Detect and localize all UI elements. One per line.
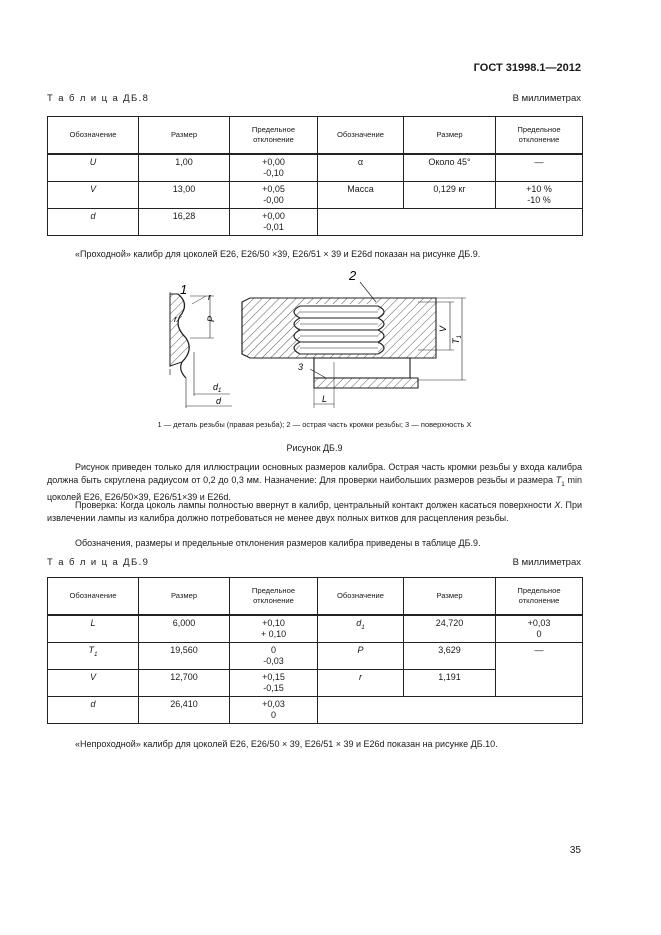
col-header: Обозначение <box>318 578 404 616</box>
cell-size: Около 45° <box>404 154 496 182</box>
table-header-row <box>48 578 583 616</box>
cell-size: 19,560 <box>139 643 230 670</box>
cell-tolerance: +0,10 + 0,10 <box>230 615 318 643</box>
cell-tolerance: +0,00 -0,01 <box>230 209 318 236</box>
label-d1: $d_1$ <box>213 382 222 394</box>
cell-tolerance: — <box>496 643 583 697</box>
cell-designation: $T_1$ <box>48 643 139 670</box>
gauge-section <box>242 298 436 388</box>
col-header: Обозначение <box>318 117 404 155</box>
label-1: 1 <box>180 282 188 297</box>
col-header: Обозначение <box>48 117 139 155</box>
cell-empty <box>318 697 583 724</box>
cell-size: 0,129 кг <box>404 182 496 209</box>
col-header: Размер <box>139 117 230 155</box>
cell-designation: V <box>48 182 139 209</box>
table-unit: В миллиметрах <box>512 93 581 104</box>
col-header: Размер <box>139 578 230 616</box>
table-row <box>48 643 583 670</box>
label-d: d <box>216 396 222 406</box>
cell-size: 1,191 <box>404 670 496 697</box>
cell-tolerance: +0,00 -0,10 <box>230 154 318 182</box>
cell-tolerance: — <box>496 154 583 182</box>
col-header: Предельное отклонение <box>230 117 318 155</box>
cell-designation: d <box>48 697 139 724</box>
page-number: 35 <box>569 845 581 856</box>
figure-db9 <box>150 266 480 412</box>
table-header-row <box>48 117 583 155</box>
table-row <box>48 615 583 643</box>
col-header: Предельное отклонение <box>496 578 583 616</box>
label-r: r <box>174 314 177 324</box>
paragraph: Обозначения, размеры и предельные отклонения размеров калибра приведены в таблице ДБ.9. <box>75 538 481 548</box>
cell-designation: U <box>48 154 139 182</box>
col-header: Размер <box>404 578 496 616</box>
figure-legend: 1 — деталь резьбы (правая резьба); 2 — острая часть кромки резьбы; 3 — поверхность X <box>157 420 472 429</box>
paragraph: Проверка: Когда цоколь лампы полностью ввернут в калибр, центральный контакт должен касаться поверхности X. При извлечении лампы из калибра должно потребоваться не менее двух полных витков для расцепления резьбы. <box>47 500 582 523</box>
cell-size: 13,00 <box>139 182 230 209</box>
cell-designation: L <box>48 615 139 643</box>
intro-paragraph: «Непроходной» калибр для цоколей Е26, Е26/50 × 39, Е26/51 × 39 и E26d показан на рисунке ДБ.10. <box>75 739 498 749</box>
figure-title: Рисунок ДБ.9 <box>286 443 343 453</box>
table-row <box>48 209 583 236</box>
cell-empty <box>318 209 583 236</box>
label-v: V <box>438 325 448 332</box>
cell-tolerance: +0,15 -0,15 <box>230 670 318 697</box>
paragraph: Рисунок приведен только для иллюстрации основных размеров калибра. Острая часть кромки резьбы у входа калибра должна быть скруглена радиусом от 0,2 до 0,3 мм. Назначение: Для проверки наибольших размеров резьбы и размера $T_1$ min цоколей Е26, Е26/50×39, Е26/51×39 и E26d. <box>47 462 582 502</box>
table-db9 <box>47 577 583 724</box>
cell-designation: r <box>318 670 404 697</box>
cell-size: 12,700 <box>139 670 230 697</box>
cell-tolerance: +10 % -10 % <box>496 182 583 209</box>
table-unit: В миллиметрах <box>512 557 581 568</box>
col-header: Предельное отклонение <box>230 578 318 616</box>
cell-designation: d <box>48 209 139 236</box>
cell-tolerance: +0,03 0 <box>230 697 318 724</box>
label-3: 3 <box>298 362 304 372</box>
table-row <box>48 697 583 724</box>
table-caption: Т а б л и ц а ДБ.9 <box>47 557 150 568</box>
intro-paragraph: «Проходной» калибр для цоколей Е26, Е26/50 ×39, Е26/51 × 39 и E26d показан на рисунке ДБ.9. <box>75 249 481 259</box>
cell-designation: Масса <box>318 182 404 209</box>
standard-number: ГОСТ 31998.1—2012 <box>473 62 581 74</box>
cell-size: 26,410 <box>139 697 230 724</box>
table-row <box>48 182 583 209</box>
cell-tolerance: +0,05 -0,00 <box>230 182 318 209</box>
label-r: r <box>208 292 211 302</box>
label-p: P <box>206 315 216 322</box>
cell-size: 3,629 <box>404 643 496 670</box>
col-header: Обозначение <box>48 578 139 616</box>
table-caption: Т а б л и ц а ДБ.8 <box>47 93 150 104</box>
thread-detail <box>170 292 232 408</box>
label-l: L <box>322 394 328 404</box>
label-t1: $T_1$ <box>451 335 463 344</box>
cell-designation: V <box>48 670 139 697</box>
table-db8 <box>47 116 583 236</box>
cell-size: 16,28 <box>139 209 230 236</box>
col-header: Размер <box>404 117 496 155</box>
cell-tolerance: 0 -0,03 <box>230 643 318 670</box>
col-header: Предельное отклонение <box>496 117 583 155</box>
cell-designation: $d_1$ <box>318 615 404 643</box>
cell-tolerance: +0,03 0 <box>496 615 583 643</box>
cell-designation: P <box>318 643 404 670</box>
cell-size: 6,000 <box>139 615 230 643</box>
table-row <box>48 154 583 182</box>
cell-size: 24,720 <box>404 615 496 643</box>
cell-size: 1,00 <box>139 154 230 182</box>
label-2: 2 <box>349 268 357 283</box>
cell-designation: α <box>318 154 404 182</box>
